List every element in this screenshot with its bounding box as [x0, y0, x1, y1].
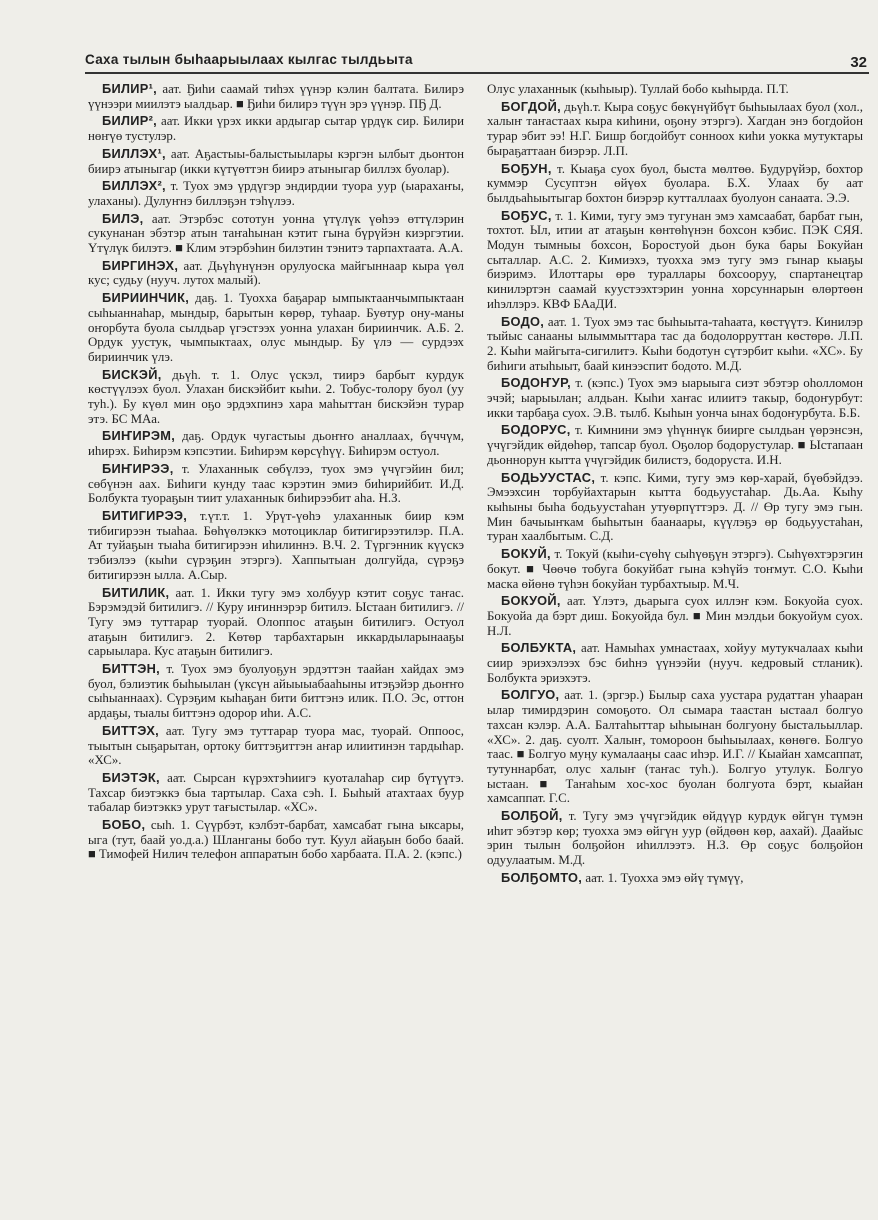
dictionary-entry	[88, 259, 464, 288]
entry-definition: аат. Дьүһүнүнэн орулуоска майгыннаар кыра үөл кус; судьу (нууч. лутох малый).	[88, 258, 464, 288]
entry-definition: аат. Этэрбэс сототун уонна үтүлүк үөһээ өттүлэрин сукунанан эбэтэр атын таҥаһынан кэтит гына бүрүйэн киэргэтии. Үтүлүк билэтэ. ■ Клим этэрбэһин билэтин тэнитэ тарпахтаата. А.А.	[88, 211, 464, 256]
entry-definition: Олус улаханнык (кыһыыр). Туллай бобо кыһырда. П.Т.	[487, 82, 789, 96]
entry-definition: аат. Намыһах умнастаах, хойуу мутукчалаах кыһи сиир эриэхэлээх бэс биһнэ үүнээйи (нууч. кедровый стланик). Болбукта эриэхэтэ.	[487, 641, 863, 685]
headword: БИҤИРЭЭ,	[102, 460, 174, 476]
dictionary-entry	[88, 462, 464, 506]
entry-definition: т. 1. Кими, тугу эмэ тугунан эмэ хамсаабат, барбат гын, тохтот. Ыл, итии ат атаҕын көнтөһүнэн бохсон кэбис. ПЭК СЯЯ. Модун тымныы бохсон, Боростуой дьон бука бары Бокуйан сыталлар. А.С. 2. Кимиэхэ, туохха эмэ тугу эмэ гынар кыаҕы биэримэ. Илоттары өрө тураллары бохсооруу, спартанецтар кинилэртэн саамай куустээхтэрин уонна хорсуннарын өлөртөөн иһэллэрэ. КВФ БАаДИ.	[487, 208, 863, 311]
entry-definition: т. Кыаҕа суох буол, быста мөлтөө. Будурүйэр, бохтор куммэр Сусуптэн өйүөх буолара. Б.Х. Улаах бу аат былдьаһыытыгар бохтон биэрэр кутталлаах буолуон санаата. Э.Э.	[487, 161, 863, 205]
dictionary-entry	[487, 688, 863, 806]
headword: БИЛЛЭХ¹,	[102, 145, 166, 161]
page-header	[85, 48, 875, 72]
headword: БОҔУН,	[501, 160, 552, 176]
headword: БИСКЭЙ,	[102, 366, 162, 382]
dictionary-entry	[487, 641, 863, 685]
headword: БОДОРУС,	[501, 422, 571, 438]
entry-definition: аат. 1. Туохха эмэ өйү түмүү,	[585, 870, 744, 885]
entry-definition: т. (кэпс.) Туох эмэ ыарыыга сиэт эбэтэр оһолломон эчэй; ыарыылан; алдьан. Кыһи хаҥас илиитэ такыр, бодоҥурбут: икки тарбаҕа суох. Э.В. тылб. Кыһын уонча ынах бодоҥурбута. Б.Б.	[487, 376, 863, 420]
right-column	[487, 82, 863, 1134]
headword: БИТИЛИК,	[102, 584, 170, 600]
headword: БИҤИРЭМ,	[102, 428, 176, 444]
entry-definition: т. кэпс. Кими, тугу эмэ көр-харай, бүөбэйдээ. Эмээхсин торбуйахтарын кытта бодьуустаһар. Дь.Аа. Кыһу кыһыны быһа бодьуустаһан утуөрпүттэрэ. Д. // Өр тугу эмэ гын. Мин бачыыҥкам быһытын баанаары, күүлэҕэ өр бодьуустаһан, туран хаалбытым. С.Д.	[487, 470, 863, 544]
dictionary-entry	[88, 662, 464, 721]
headword: БИЛЭ,	[102, 210, 144, 226]
dictionary-entry	[487, 871, 863, 886]
entry-definition: дьүһ. т. 1. Олус үскэл, тиирэ барбыт курдук көстүүлээх буол. Улахан бискэйбит кыһи. 2. Тобус-толору буол (уу туһ.). Бу күөл мин оҕо эрдэхпинэ хара маһыттан бискэйэн турар этэ. БС МАа.	[88, 367, 464, 426]
headword: БИЛИР¹,	[102, 82, 158, 96]
entry-definition: т. Токуй (кыһи-сүөһү сыһүөҕүн этэргэ). Сыһүөхтэрэгин бокут. ■ Чөөчө тобуга бокуйбат гына кэһүйэ тоҥмут. С.О. Кыһи маска өйөнө түһэн бокуйан турбахтыыр. М.Ч.	[487, 547, 863, 591]
entry-definition: т.үт.т. 1. Урүт-үөһэ улаханнык биир кэм тибигирээн тыаһаа. Бөһүөлэккэ мотоциклар битигирээтилэр. П.А. Ат туйаҕын тыаһа битигирээн иһилиннэ. В.Ч. 2. Түргэнник күүскэ тэбиэлээ (кыһи сүрэҕин этэргэ). Хаппытыан долгуйда, сүрэҕэ битигирээн ылла. А.Сыр.	[88, 508, 464, 582]
headword: БОКУОЙ,	[501, 593, 561, 609]
dictionary-entry	[487, 315, 863, 374]
dictionary-entry	[487, 376, 863, 420]
headword: БОДОҤУР,	[501, 375, 571, 391]
dictionary-entry	[88, 368, 464, 427]
dictionary-entry	[88, 82, 464, 111]
dictionary-entry	[88, 291, 464, 365]
dictionary-entry	[88, 509, 464, 583]
entry-definition: аат. Тугу эмэ туттарар туора мас, туорай. Оппоос, тыытын сыҕарытан, ортоку биттэҕиттэн аҥар илиитинэн тардыһар. «ХС».	[88, 723, 464, 768]
dictionary-entry	[88, 586, 464, 660]
dictionary-entry	[88, 771, 464, 815]
headword: БИТТЭХ,	[102, 722, 160, 738]
dictionary-entry	[88, 114, 464, 143]
headword: БИРИИНЧИК,	[102, 290, 190, 306]
entry-definition: аат. 1. Туох эмэ тас быһыыта-таһаата, көстүүтэ. Кинилэр тыйыс санааны ылыммыттара тас да бодолорруттан көстөрө. Л.П. 2. Кыһи майгыта-сигилитэ. Кыһи бодотун сүтэрбит кыһи. «ХС». Бу биһиги атыһыыт, баай кинээспит бодото. М.Д.	[487, 314, 863, 373]
dictionary-entry	[88, 429, 464, 458]
dictionary-entry	[88, 724, 464, 768]
entry-definition: аат. Аҕастыы-балыстыылары кэргэн ылбыт дьонтон биирэ атыныгар (икки күтүөттэн биирэ атыныгар биллэх буолар).	[88, 146, 464, 176]
entry-definition: аат. 1. (эргэр.) Былыр саха уустара рудаттан уһааран ылар тимирдэрин сомоҕото. Ол сымара таастан ыстаал болгуо тахсан кэлэр. А.А. Балтаһыттар ыһыынан болгуону быстальыллар. «ХС». 2. даҕ. суолт. Халыҥ, томороон быһыылаах, көнөгө. Болгуо таас. ■ Болгуо муӊу кумалааӊы саас иһэр. И.Г. // Кыайан хамсаппат, тутуннарбат, олус халыҥ (таҥас туһ.). Болгуо утулук. Болгуо ыстаан. ■ Таҥаһым хос-хос буолан болгуота бэрт, кыайан хамсаппат. Г.С.	[487, 688, 863, 806]
headword: БОЛГУО,	[501, 687, 560, 703]
dictionary-entry	[487, 594, 863, 638]
entry-definition: аат. Үлэтэ, дьарыга суох иллэҥ кэм. Бокуойа суох. Бокуойа да бэрт диш. Бокуойда бул. ■ Мин мэлдьи бокуойум суох. Н.Л.	[487, 594, 863, 638]
headword: БИРГИНЭХ,	[102, 257, 179, 273]
entry-definition: аат. Икки үрэх икки ардыгар сытар үрдүк сир. Билири нөҥүө тустулэр.	[88, 114, 464, 144]
dictionary-entry	[487, 547, 863, 591]
entry-definition: т. Тугу эмэ үчүгэйдик өйдүүр курдук өйгүн түмэн иһит эбэтэр көр; туохха эмэ өйгүн уур (өйдөөн көр, аахай). Даайыс эрин тылын болҕойон иһиллээтэ. Н.З. Өр соҕус болҕойон одуулаатым. М.Д.	[487, 809, 863, 868]
entry-definition: дьүһ.т. Кыра соҕус бөкүнүйбүт быһыылаах буол (хол., халыҥ таҥастаах кыра киһини, оҕону этэргэ). Хагдан энэ богдойон турар эбит ээ! Н.Г. Бишр богдойбут сонноох киһи уокка мутуктары быраҕаттаан биэрэр. Л.П.	[487, 99, 863, 158]
headword: БОГДОЙ,	[501, 98, 562, 114]
entry-definition: аат. Ҕиһи саамай тиһэх үүнэр кэлин балтата. Билирэ үүнээри миилэтэ ыалдьар. ■ Ҕиһи билирэ түүн эрэ үүнэр. ПҔ Д.	[88, 82, 464, 111]
headword: БОДЬУУСТАС,	[501, 469, 596, 485]
headword: БИЛИР²,	[102, 113, 158, 129]
dictionary-entry	[88, 818, 464, 862]
headword: БОДО,	[501, 313, 545, 329]
page-number: 32	[850, 54, 867, 71]
entry-definition: аат. Сырсан күрэхтэһиигэ куоталаһар сир бүтүүтэ. Тахсар биэтэккэ быа тартылар. Саха сэһ. I. Быһый атахтаах буур табалар биэтэккэ урут тағыстылар. «ХС».	[88, 770, 464, 815]
headword: БОЛҔОЙ,	[501, 808, 563, 824]
headword: БОЛҔОМТО,	[501, 869, 583, 885]
header-rule	[85, 72, 869, 74]
dictionary-entry	[88, 212, 464, 256]
headword: БИТТЭН,	[102, 661, 161, 677]
dictionary-entry	[88, 179, 464, 208]
running-title: Саха тылын быһаарыылаах кылгас тылдьыта	[85, 52, 413, 67]
entry-definition: т. Туох эмэ үрдүгэр эндирдии туора уур (ыарахаҥы, улаханы). Дулуҥнэ биллэҕэн тэһүлээ.	[88, 179, 464, 208]
dictionary-entry	[487, 162, 863, 206]
headword: БОБО,	[102, 817, 146, 833]
entry-definition: даҕ. Ордук чугастыы дьоҥҥо аналлаах, бүччүм, иһирэх. Биһирэм кэпсэтии. Биһирэм көрсүһүү. Биһирэм остуол.	[88, 429, 464, 459]
dictionary-entry	[487, 809, 863, 868]
headword: БОЛБУКТА,	[501, 640, 577, 656]
entry-definition: т. Туох эмэ буолуоҕун эрдэттэн таайан хайдах эмэ буол, бэлиэтик быһыылан (үксүн айыыыабааһыны итэҕэйэр дьоҥҥо сыһыаннаах). Сүрэҕим кыһаҕан бити биттэнэ илик. П.О. Эс, оттон ардаҕы, тыалы биттэнэ одорор иһи. А.С.	[88, 662, 464, 721]
headword: БИТИГИРЭЭ,	[102, 507, 188, 523]
headword: БОҔУС,	[501, 207, 552, 223]
dictionary-entry	[487, 423, 863, 467]
entry-definition: аат. 1. Икки тугу эмэ холбуур кэтит соҕус таҥас. Бэрэмэдэй битилигэ. // Куру иҥиннэрэр битилэ. Ыстаан битилигэ. // Тугу эмэ туттарар туорай. Олоппос атаҕын битилигэ. Остуол атаҕын битилигэ. 2. Көтөр тарбахтарын иккардыларынааҕы сарыылара. Кус атаҕын битилигэ.	[88, 585, 464, 659]
entry-definition: т. Улаханнык сөбүлээ, туох эмэ үчүгэйин бил; сөбүнэн аах. Биһиги кунду таас кэрэтин эмиэ биһирийбит. И.Д. Болбукта туораҕын тиит улаханнык биһирээбит аһа. Н.З.	[88, 461, 464, 506]
left-column	[88, 82, 464, 1134]
dictionary-entry	[88, 147, 464, 176]
headword: БОКУЙ,	[501, 546, 551, 562]
dictionary-entry	[487, 82, 863, 97]
headword: БИЭТЭК,	[102, 769, 160, 785]
entry-definition: даҕ. 1. Туохха баҕарар ымпыктаанчымпыктаан сыһыаннаһар, мындыр, барытын көрөр, туһаар. Буөтур ону-маны оҥорбута буола сылдьар үгэстээх уонна улахан бириинчик. А.Б. 2. Ордук уустук, чымпыктаах, олус мындыр. Бу үлэ — сурдээх бириинчик үлэ.	[88, 291, 464, 364]
dictionary-entry	[487, 209, 863, 312]
headword: БИЛЛЭХ²,	[102, 178, 166, 194]
dictionary-entry	[487, 100, 863, 159]
entry-definition: сыһ. 1. Сүүрбэт, кэлбэт-барбат, хамсабат гына ыксары, ыга (тут, баай уо.д.а.) Шланганы бобо тут. Куул айаҕын бобо баай. ■ Тимофей Нилич телефон аппаратын бобо харбаата. П.А. 2. (кэпс.)	[88, 818, 464, 862]
dictionary-entry	[487, 471, 863, 545]
entry-definition: т. Кимнини эмэ үһүннүк биирге сылдьан үөрэнсэн, үчүгэйдик өйдөһөр, тапсар буол. Оҕолор бодорустулар. ■ Ыстапаан дьоннорун кытта үчүгэйдик билистэ, бодоруста. И.Н.	[487, 423, 863, 467]
